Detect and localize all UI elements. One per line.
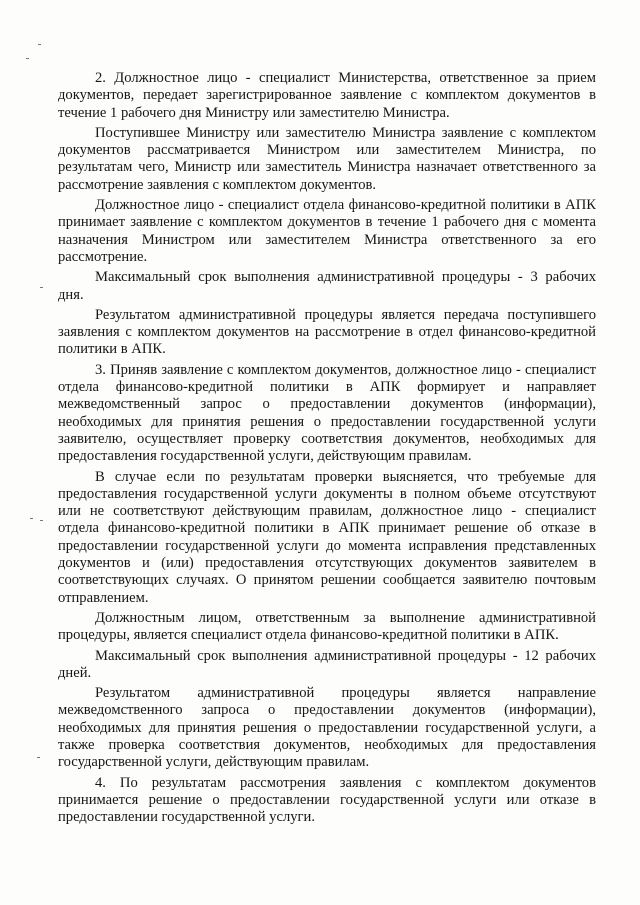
paragraph: Максимальный срок выполнения административной процедуры - 12 рабочих дней. bbox=[58, 647, 596, 681]
paragraph: Максимальный срок выполнения административной процедуры - 3 рабочих дня. bbox=[58, 269, 596, 303]
paragraph: Результатом административной процедуры является направление межведомственного запроса о предоставлении документов (информации), необходимых для принятия решения о предоставлении государственной услуги, а также проверка соответствия документов, необходимых для предоставления государственной услуги, действующим правилам. bbox=[58, 685, 596, 771]
scan-mark bbox=[37, 757, 40, 758]
paragraph: Поступившее Министру или заместителю Министра заявление с комплектом документов рассматривается Министром или заместителем Министра, по результатам чего, Министр или заместитель Министра назначает ответственного за рассмотрение заявления с комплектом документов. bbox=[58, 124, 596, 193]
document-body bbox=[58, 70, 596, 829]
scan-mark bbox=[40, 520, 43, 521]
paragraph: 3. Приняв заявление с комплектом документов, должностное лицо - специалист отдела финансово-кредитной политики в АПК формирует и направляет межведомственный запрос о предоставлении документов (информации), необходимых для принятия решения о предоставлении государственной услуги заявителю, осуществляет проверку соответствия документов, необходимых для предоставления государственной услуги, действующим правилам. bbox=[58, 361, 596, 465]
paragraph: Должностным лицом, ответственным за выполнение административной процедуры, является специалист отдела финансово-кредитной политики в АПК. bbox=[58, 609, 596, 644]
paragraph: Результатом административной процедуры является передача поступившего заявления с комплектом документов на рассмотрение в отдел финансово-кредитной политики в АПК. bbox=[58, 306, 596, 358]
scan-mark bbox=[26, 58, 29, 59]
paragraph: 4. По результатам рассмотрения заявления с комплектом документов принимается решение о предоставлении государственной услуги или отказе в предоставлении государственной услуги. bbox=[58, 774, 596, 826]
scan-mark bbox=[30, 518, 33, 519]
paragraph: 2. Должностное лицо - специалист Министерства, ответственное за прием документов, передает зарегистрированное заявление с комплектом документов в течение 1 рабочего дня Министру или заместителю Министра. bbox=[58, 70, 596, 121]
scan-mark bbox=[38, 44, 41, 45]
scan-mark bbox=[40, 287, 43, 288]
paragraph: В случае если по результатам проверки выясняется, что требуемые для предоставления государственной услуги документы в полном объеме отсутствуют или не соответствуют действующим правилам, должностное лицо - специалист отдела финансово-кредитной политики в АПК принимает решение об отказе в предоставлении государственной услуги до момента исправления представленных документов и (или) предоставления отсутствующих документов заявителем в соответствующих случаях. О принятом решении сообщается заявителю почтовым отправлением. bbox=[58, 468, 596, 606]
paragraph: Должностное лицо - специалист отдела финансово-кредитной политики в АПК принимает заявление с комплектом документов в течение 1 рабочего дня с момента назначения Министром или заместителем Министра ответственного за его рассмотрение. bbox=[58, 197, 596, 265]
